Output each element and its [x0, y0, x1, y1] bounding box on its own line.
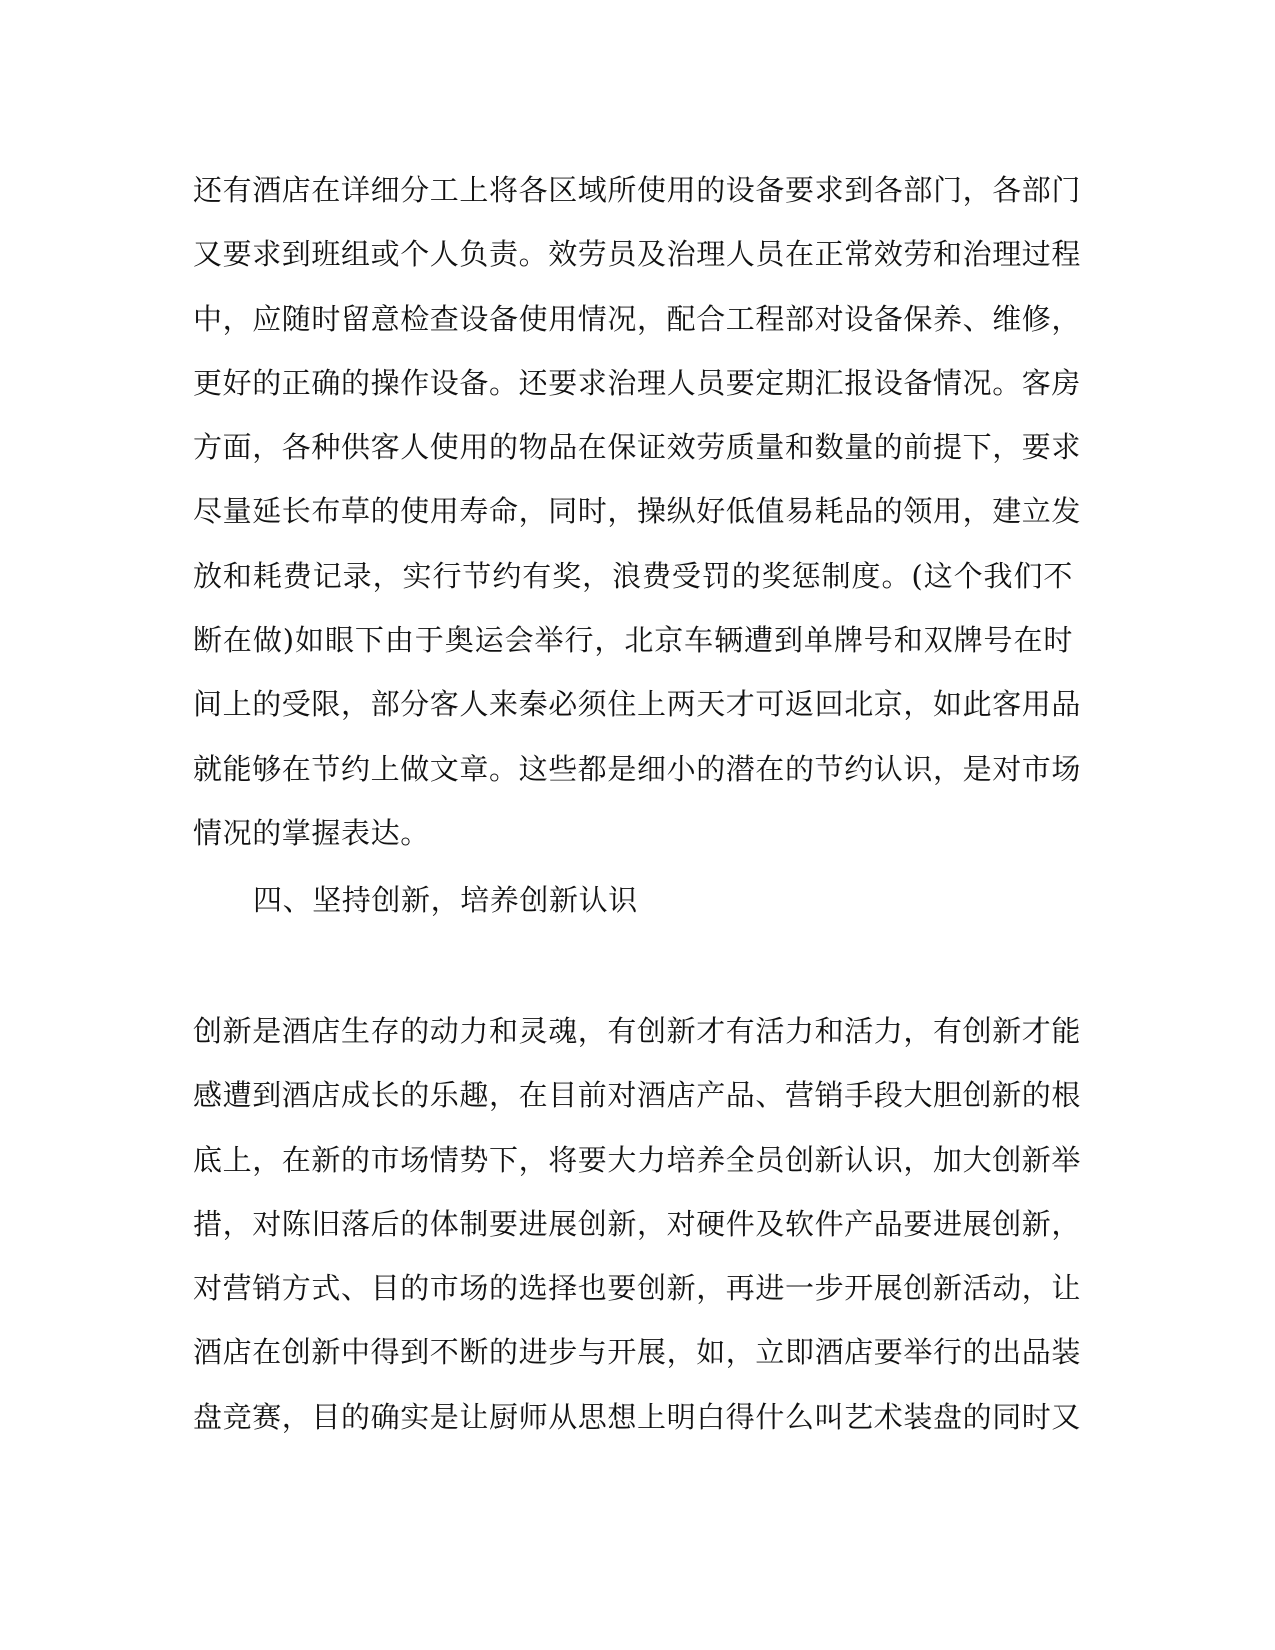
text-line: 中，应随时留意检查设备使用情况，配合工程部对设备保养、维修， [193, 301, 1082, 336]
text-line: 就能够在节约上做文章。这些都是细小的潜在的节约认识，是对市场 [193, 751, 1082, 786]
text-line: 放和耗费记录，实行节约有奖，浪费受罚的奖惩制度。(这个我们不 [193, 558, 1073, 593]
text-line: 对营销方式、目的市场的选择也要创新，再进一步开展创新活动，让 [193, 1271, 1082, 1306]
paragraph-innovation [193, 999, 1082, 1449]
text-line: 措，对陈旧落后的体制要进展创新，对硬件及软件产品要进展创新， [193, 1206, 1082, 1241]
text-line: 创新是酒店生存的动力和灵魂，有创新才有活力和活力，有创新才能 [193, 1014, 1082, 1048]
text-line: 还有酒店在详细分工上将各区域所使用的设备要求到各部门，各部门 [193, 173, 1082, 207]
text-line: 底上，在新的市场情势下，将要大力培养全员创新认识，加大创新举 [193, 1142, 1082, 1177]
section-heading: 四、坚持创新，培养创新认识 [253, 883, 638, 917]
text-line: 方面，各种供客人使用的物品在保证效劳质量和数量的前提下，要求 [193, 430, 1082, 465]
text-line: 感遭到酒店成长的乐趣，在目前对酒店产品、营销手段大胆创新的根 [193, 1078, 1082, 1113]
text-line: 更好的正确的操作设备。还要求治理人员要定期汇报设备情况。客房 [193, 365, 1082, 400]
text-line: 尽量延长布草的使用寿命，同时，操纵好低值易耗品的领用，建立发 [193, 494, 1082, 529]
paragraph-equipment-management [193, 158, 1082, 865]
text-line: 间上的受限，部分客人来秦必须住上两天才可返回北京，如此客用品 [193, 687, 1082, 722]
text-line: 酒店在创新中得到不断的进步与开展，如，立即酒店要举行的出品装 [193, 1335, 1082, 1370]
text-line: 盘竞赛，目的确实是让厨师从思想上明白得什么叫艺术装盘的同时又 [193, 1399, 1082, 1434]
text-line: 又要求到班组或个人负责。效劳员及治理人员在正常效劳和治理过程 [193, 237, 1082, 272]
text-line: 情况的掌握表达。 [193, 815, 430, 850]
text-line: 断在做)如眼下由于奥运会举行，北京车辆遭到单牌号和双牌号在时 [193, 623, 1073, 658]
